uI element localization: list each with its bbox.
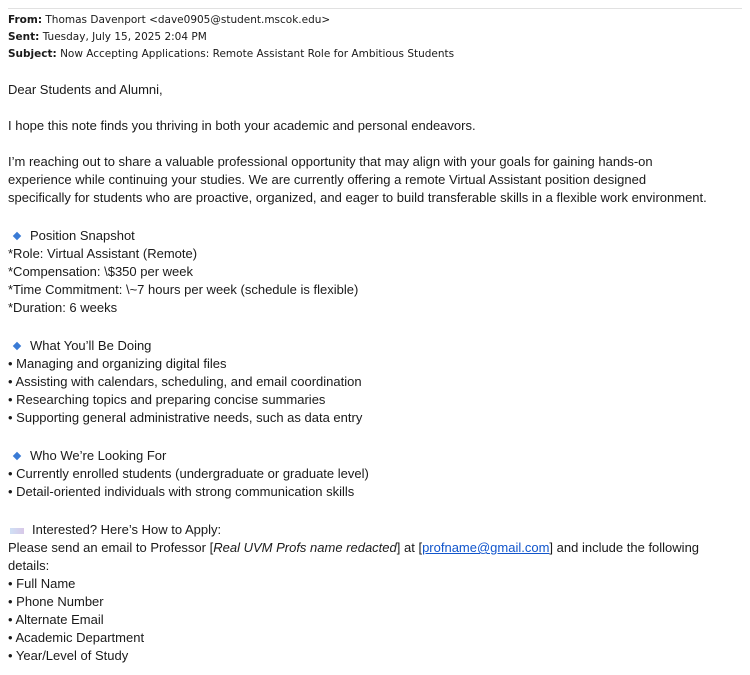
envelope-icon	[10, 528, 24, 534]
paragraph-line: I’m reaching out to share a valuable professional opportunity that may align with your goals for gaining hands-on	[8, 154, 653, 169]
divider	[8, 8, 742, 9]
list-item: *Duration: 6 weeks	[8, 300, 118, 315]
list-item: • Alternate Email	[8, 612, 104, 627]
section-title: What You’ll Be Doing	[8, 337, 744, 355]
diamond-icon	[13, 232, 21, 240]
section-title: Position Snapshot	[8, 227, 744, 245]
paragraph-line: specifically for students who are proactive, organized, and eager to build transferable skills in a flexible work environment.	[8, 190, 707, 205]
list-item: • Detail-oriented individuals with strong communication skills	[8, 484, 355, 499]
list-item: • Currently enrolled students (undergraduate or graduate level)	[8, 466, 369, 481]
subject: Now Accepting Applications: Remote Assistant Role for Ambitious Students	[60, 48, 455, 60]
email-link[interactable]: profname@gmail.com	[422, 540, 550, 555]
paragraph-line: experience while continuing your studies. We are currently offering a remote Virtual Assistant position designed	[8, 172, 647, 187]
apply-instructions: Please send an email to Professor [Real UVM Profs name redacted] at [profname@gmail.com] and include the following	[8, 540, 700, 555]
apply-instructions-cont: details:	[8, 558, 50, 573]
list-item: *Role: Virtual Assistant (Remote)	[8, 246, 198, 261]
section-title: Who We’re Looking For	[8, 447, 744, 465]
list-item: • Full Name	[8, 576, 76, 591]
list-item: • Managing and organizing digital files	[8, 356, 227, 371]
list-item: • Supporting general administrative needs, such as data entry	[8, 410, 363, 425]
list-item: *Time Commitment: \~7 hours per week (schedule is flexible)	[8, 282, 359, 297]
email-body	[8, 81, 744, 665]
list-item: • Researching topics and preparing concise summaries	[8, 392, 326, 407]
sender: Thomas Davenport <dave0905@student.mscok.edu>	[45, 14, 331, 26]
greeting: Dear Students and Alumni,	[8, 82, 163, 97]
section-title: Interested? Here’s How to Apply:	[8, 521, 744, 539]
list-item: • Assisting with calendars, scheduling, and email coordination	[8, 374, 362, 389]
list-item: *Compensation: \$350 per week	[8, 264, 194, 279]
sent-line: Sent: Tuesday, July 15, 2025 2:04 PM	[8, 31, 207, 43]
from-line: From: Thomas Davenport <dave0905@student.mscok.edu>	[8, 14, 331, 26]
email-header	[8, 12, 454, 63]
diamond-icon	[13, 452, 21, 460]
diamond-icon	[13, 342, 21, 350]
intro: I hope this note finds you thriving in both your academic and personal endeavors.	[8, 118, 476, 133]
sent-date: Tuesday, July 15, 2025 2:04 PM	[42, 31, 207, 43]
redacted-name: Real UVM Profs name redacted	[213, 540, 397, 555]
list-item: • Academic Department	[8, 630, 145, 645]
list-item: • Phone Number	[8, 594, 104, 609]
list-item: • Year/Level of Study	[8, 648, 129, 663]
subject-line: Subject: Now Accepting Applications: Remote Assistant Role for Ambitious Students	[8, 48, 455, 60]
